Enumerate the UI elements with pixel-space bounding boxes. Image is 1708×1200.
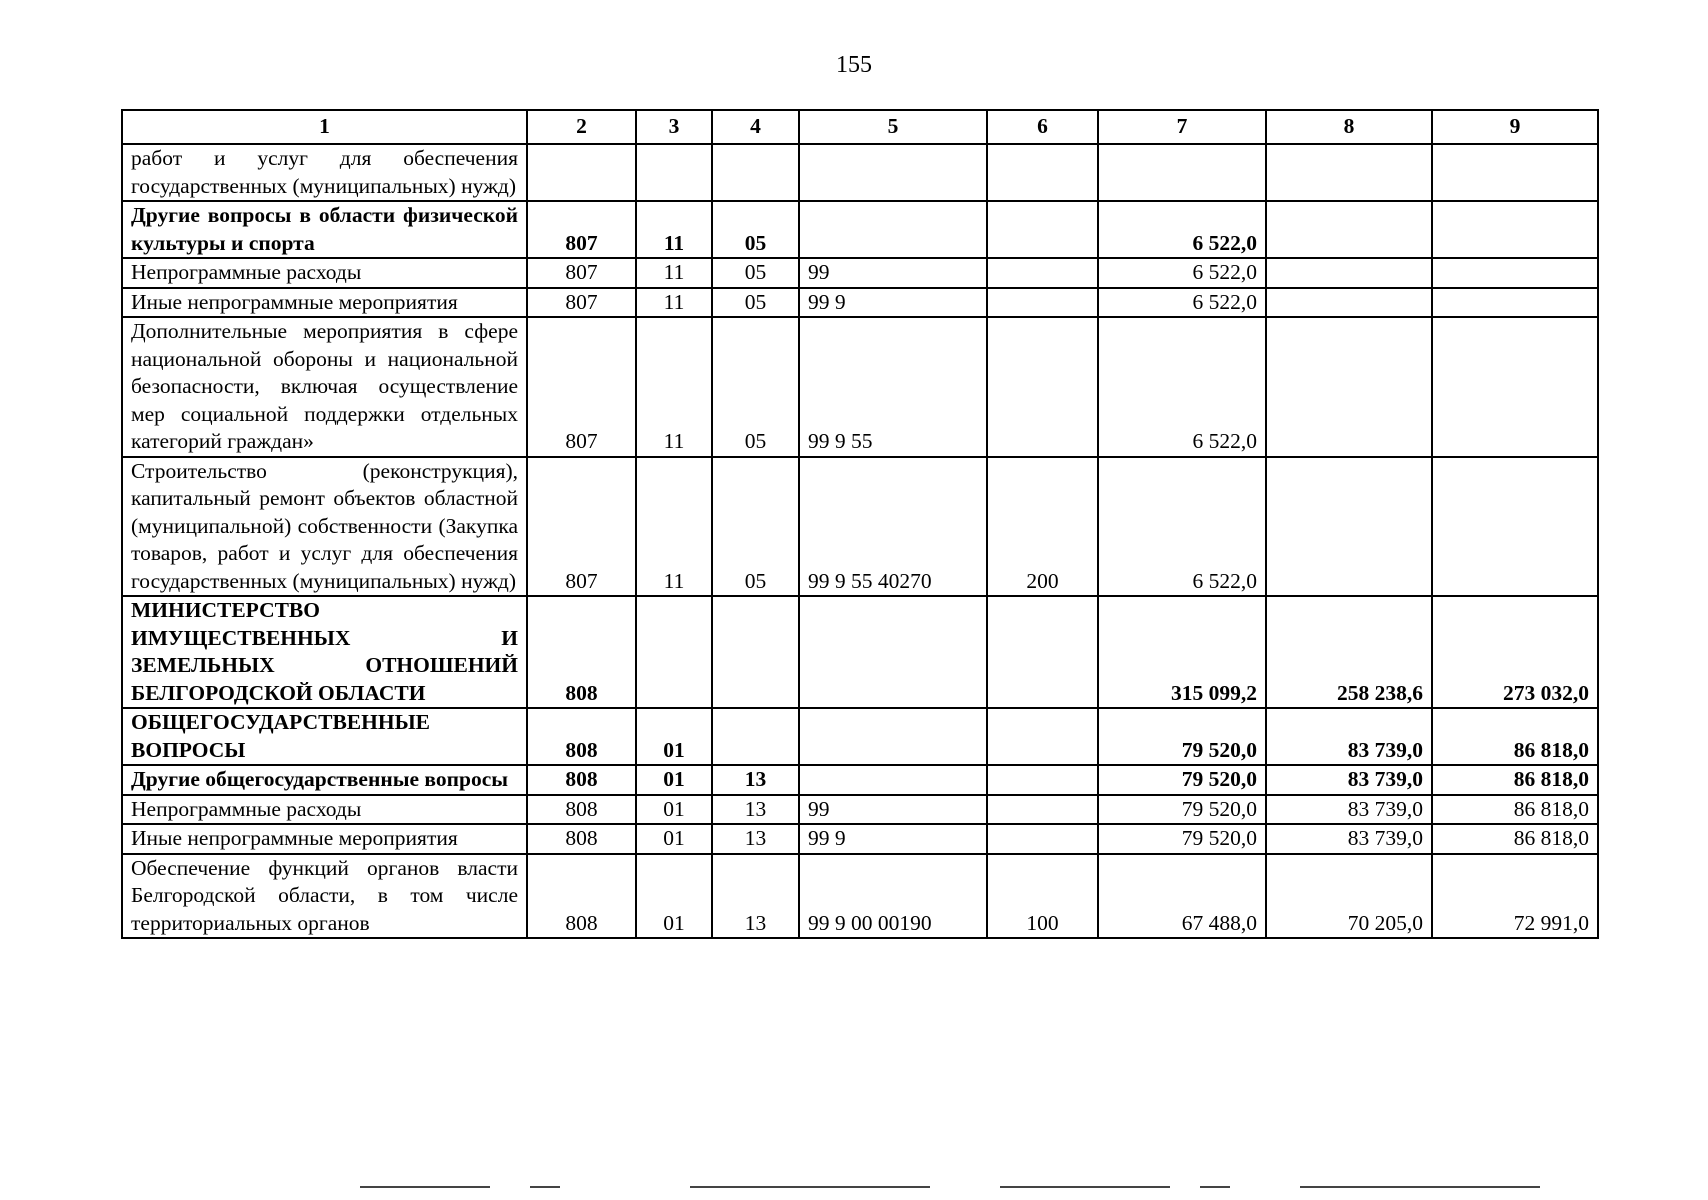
code-ministry: 808	[527, 854, 636, 939]
code-subsection	[712, 596, 799, 708]
column-header: 8	[1266, 110, 1432, 144]
table-row	[122, 258, 1598, 288]
code-target: 99 9 00 00190	[799, 854, 987, 939]
code-expense-type	[987, 144, 1098, 201]
column-header: 9	[1432, 110, 1598, 144]
code-ministry: 808	[527, 795, 636, 825]
table-row	[122, 708, 1598, 765]
code-expense-type	[987, 258, 1098, 288]
amount-col9	[1432, 144, 1598, 201]
amount-col7: 79 520,0	[1098, 765, 1266, 795]
code-ministry: 808	[527, 708, 636, 765]
code-expense-type: 200	[987, 457, 1098, 597]
code-section: 11	[636, 201, 712, 258]
code-subsection: 13	[712, 854, 799, 939]
code-expense-type	[987, 765, 1098, 795]
code-target	[799, 708, 987, 765]
amount-col9	[1432, 201, 1598, 258]
budget-table	[121, 109, 1599, 939]
code-ministry	[527, 144, 636, 201]
footer-rule	[0, 1186, 1708, 1190]
code-subsection: 05	[712, 457, 799, 597]
row-name: Строительство (реконструкция), капитальный ремонт объектов областной (муниципальной) собственности (Закупка товаров, работ и услуг для обеспечения государственных (муниципальных) нужд)	[122, 457, 527, 597]
code-section: 01	[636, 824, 712, 854]
code-subsection	[712, 144, 799, 201]
amount-col8: 83 739,0	[1266, 708, 1432, 765]
code-section	[636, 144, 712, 201]
code-ministry: 808	[527, 765, 636, 795]
amount-col7	[1098, 144, 1266, 201]
code-subsection	[712, 708, 799, 765]
code-section: 11	[636, 258, 712, 288]
table-row	[122, 288, 1598, 318]
code-expense-type: 100	[987, 854, 1098, 939]
row-name: Непрограммные расходы	[122, 795, 527, 825]
code-section: 01	[636, 765, 712, 795]
column-header: 1	[122, 110, 527, 144]
amount-col8	[1266, 457, 1432, 597]
column-header: 3	[636, 110, 712, 144]
amount-col9: 72 991,0	[1432, 854, 1598, 939]
table-body	[122, 144, 1598, 938]
column-header: 6	[987, 110, 1098, 144]
code-expense-type	[987, 288, 1098, 318]
code-expense-type	[987, 201, 1098, 258]
row-name: Другие вопросы в области физической культуры и спорта	[122, 201, 527, 258]
amount-col9: 86 818,0	[1432, 824, 1598, 854]
row-name: Дополнительные мероприятия в сфере национальной обороны и национальной безопасности, включая осуществление мер социальной поддержки отдельных категорий граждан»	[122, 317, 527, 457]
row-name: Другие общегосударственные вопросы	[122, 765, 527, 795]
amount-col8	[1266, 258, 1432, 288]
row-name: МИНИСТЕРСТВО ИМУЩЕСТВЕННЫХ И ЗЕМЕЛЬНЫХ ОТНОШЕНИЙ БЕЛГОРОДСКОЙ ОБЛАСТИ	[122, 596, 527, 708]
row-name: Иные непрограммные мероприятия	[122, 288, 527, 318]
table-row	[122, 824, 1598, 854]
code-ministry: 807	[527, 457, 636, 597]
amount-col8	[1266, 144, 1432, 201]
table-row	[122, 854, 1598, 939]
code-subsection: 05	[712, 258, 799, 288]
code-ministry: 807	[527, 201, 636, 258]
code-expense-type	[987, 824, 1098, 854]
column-header: 2	[527, 110, 636, 144]
code-section	[636, 596, 712, 708]
amount-col7: 79 520,0	[1098, 795, 1266, 825]
code-target	[799, 765, 987, 795]
amount-col9	[1432, 288, 1598, 318]
amount-col9: 86 818,0	[1432, 708, 1598, 765]
row-name: работ и услуг для обеспечения государственных (муниципальных) нужд)	[122, 144, 527, 201]
amount-col7: 315 099,2	[1098, 596, 1266, 708]
code-target: 99	[799, 795, 987, 825]
row-name: ОБЩЕГОСУДАРСТВЕННЫЕ ВОПРОСЫ	[122, 708, 527, 765]
code-subsection: 05	[712, 288, 799, 318]
amount-col7: 6 522,0	[1098, 201, 1266, 258]
amount-col9: 273 032,0	[1432, 596, 1598, 708]
code-target	[799, 201, 987, 258]
code-ministry: 808	[527, 596, 636, 708]
amount-col8: 83 739,0	[1266, 824, 1432, 854]
code-expense-type	[987, 795, 1098, 825]
amount-col9	[1432, 457, 1598, 597]
code-section: 01	[636, 854, 712, 939]
code-target: 99 9 55 40270	[799, 457, 987, 597]
amount-col9	[1432, 317, 1598, 457]
amount-col8	[1266, 288, 1432, 318]
code-subsection: 05	[712, 317, 799, 457]
amount-col7: 67 488,0	[1098, 854, 1266, 939]
header-row	[122, 110, 1598, 144]
amount-col8: 70 205,0	[1266, 854, 1432, 939]
code-section: 01	[636, 795, 712, 825]
amount-col8	[1266, 317, 1432, 457]
code-ministry: 807	[527, 258, 636, 288]
amount-col7: 79 520,0	[1098, 824, 1266, 854]
table-row	[122, 457, 1598, 597]
table-row	[122, 596, 1598, 708]
amount-col7: 79 520,0	[1098, 708, 1266, 765]
column-header: 7	[1098, 110, 1266, 144]
code-section: 11	[636, 317, 712, 457]
code-expense-type	[987, 596, 1098, 708]
table-row	[122, 317, 1598, 457]
amount-col8: 83 739,0	[1266, 765, 1432, 795]
code-expense-type	[987, 708, 1098, 765]
code-section: 01	[636, 708, 712, 765]
table-row	[122, 144, 1598, 201]
code-subsection: 13	[712, 824, 799, 854]
column-header: 4	[712, 110, 799, 144]
amount-col9	[1432, 258, 1598, 288]
code-section: 11	[636, 457, 712, 597]
code-ministry: 808	[527, 824, 636, 854]
page-number: 155	[836, 52, 872, 78]
table-row	[122, 795, 1598, 825]
amount-col8: 83 739,0	[1266, 795, 1432, 825]
amount-col8	[1266, 201, 1432, 258]
amount-col9: 86 818,0	[1432, 765, 1598, 795]
amount-col7: 6 522,0	[1098, 288, 1266, 318]
code-target	[799, 596, 987, 708]
amount-col7: 6 522,0	[1098, 317, 1266, 457]
amount-col7: 6 522,0	[1098, 258, 1266, 288]
column-header: 5	[799, 110, 987, 144]
code-ministry: 807	[527, 288, 636, 318]
code-expense-type	[987, 317, 1098, 457]
code-target: 99 9	[799, 824, 987, 854]
code-target	[799, 144, 987, 201]
code-target: 99 9	[799, 288, 987, 318]
code-ministry: 807	[527, 317, 636, 457]
amount-col8: 258 238,6	[1266, 596, 1432, 708]
row-name: Непрограммные расходы	[122, 258, 527, 288]
table-row	[122, 201, 1598, 258]
amount-col9: 86 818,0	[1432, 795, 1598, 825]
code-subsection: 13	[712, 765, 799, 795]
code-subsection: 05	[712, 201, 799, 258]
table-row	[122, 765, 1598, 795]
code-subsection: 13	[712, 795, 799, 825]
code-target: 99	[799, 258, 987, 288]
code-target: 99 9 55	[799, 317, 987, 457]
amount-col7: 6 522,0	[1098, 457, 1266, 597]
row-name: Обеспечение функций органов власти Белгородской области, в том числе территориальных органов	[122, 854, 527, 939]
code-section: 11	[636, 288, 712, 318]
row-name: Иные непрограммные мероприятия	[122, 824, 527, 854]
